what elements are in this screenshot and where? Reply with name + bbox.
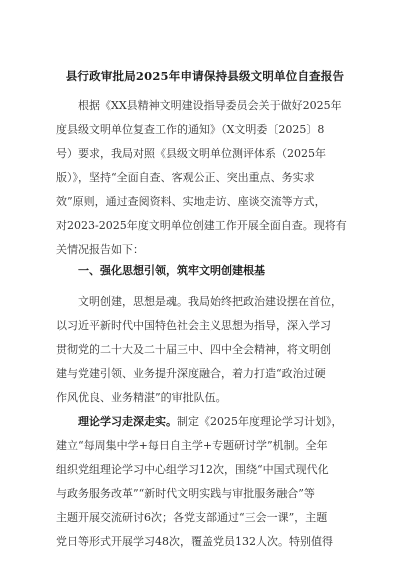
subsection-line: 党日等形式开展学习48次，覆盖党员132人次。特别值得 [56, 535, 333, 548]
subsection-line: 组织党组理论学习中心组学习12次，围绕“中国式现代化 [56, 463, 329, 476]
section1-line: 贯彻党的二十大及二十届三中、四中全会精神，将文明创 [56, 343, 331, 356]
intro-line: 关情况报告如下： [56, 243, 144, 256]
section1-line: 作风优良、业务精湛”的审批队伍。 [56, 391, 227, 404]
intro-line: 对2023-2025年度文明单位创建工作开展全面自查。现将有 [56, 219, 347, 232]
intro-line: 效”原则，通过查阅资料、实地走访、座谈交流等方式， [56, 195, 326, 208]
intro-line: 度县级文明单位复查工作的通知》（X文明委〔2025〕8 [56, 123, 325, 136]
intro-line: 号）要求，我局对照《县级文明单位测评体系（2025年 [56, 147, 326, 160]
subsection-line: 与政务服务改革”“新时代文明实践与审批服务融合”等 [56, 487, 315, 500]
intro-line: 版）》，坚持“全面自查、客观公正、突出重点、务实求 [56, 171, 315, 184]
section1-paragraph [56, 290, 356, 410]
document-title: 县行政审批局2025年申请保持县级文明单位自查报告 [65, 69, 345, 83]
section1-line: 建与党建引领、业务提升深度融合，着力打造“政治过硬 [56, 367, 326, 380]
subsection-first-line [56, 410, 356, 434]
section1-line: 以习近平新时代中国特色社会主义思想为指导，深入学习 [56, 319, 331, 332]
subsection-paragraph [56, 410, 356, 554]
intro-paragraph [56, 94, 356, 262]
subsection-line: 建立“每周集中学+每日自主学+专题研讨学”机制。全年 [56, 439, 328, 452]
intro-line: 根据《XX县精神文明建设指导委员会关于做好2025年 [78, 99, 342, 112]
subsection-lead: 理论学习走深走实。 [78, 415, 177, 428]
subsection-line: 主题开展交流研讨6次；各党支部通过“三会一课”，主题 [56, 511, 328, 524]
subsection-line: 制定《2025年度理论学习计划》， [177, 415, 343, 428]
section-heading: 一、强化思想引领，筑牢文明创建根基 [78, 264, 265, 277]
section1-line: 文明创建，思想是魂。我局始终把政治建设摆在首位， [78, 295, 342, 308]
